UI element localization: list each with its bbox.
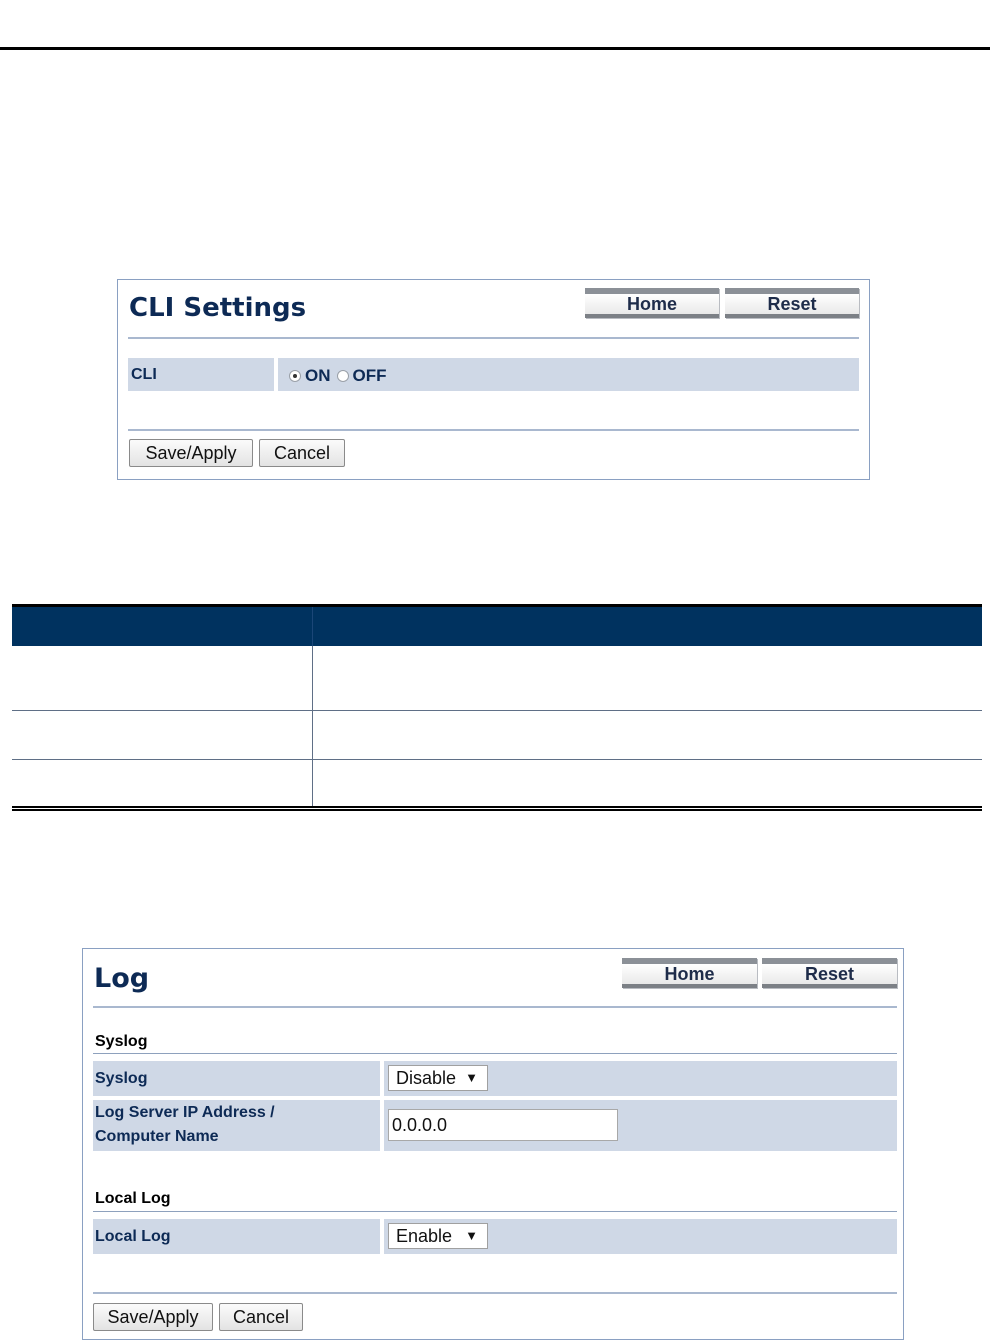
local-log-section-rule (93, 1211, 897, 1212)
log-reset-button[interactable]: Reset (762, 958, 897, 988)
chevron-down-icon: ▼ (465, 1228, 478, 1243)
log-title-divider (93, 1006, 897, 1008)
local-log-select[interactable] (388, 1223, 488, 1249)
table-row-divider-2 (12, 759, 982, 760)
cli-panel-title: CLI Settings (129, 293, 307, 323)
syslog-label: Syslog (95, 1070, 148, 1087)
log-server-input[interactable]: 0.0.0.0 (388, 1109, 618, 1141)
cli-title-divider (128, 337, 859, 339)
log-panel-title: Log (94, 963, 150, 994)
home-button[interactable]: Home (585, 288, 719, 318)
log-footer-divider (93, 1292, 897, 1294)
save-apply-button[interactable]: Save/Apply (129, 439, 253, 467)
log-server-label-line1: Log Server IP Address / (95, 1104, 275, 1121)
cli-off-radio[interactable] (337, 370, 349, 382)
chevron-down-icon: ▼ (465, 1070, 478, 1085)
table-row-divider-1 (12, 710, 982, 711)
cli-off-label: OFF (352, 366, 387, 385)
local-log-select-value: Enable (396, 1226, 453, 1246)
cli-on-label: ON (305, 366, 331, 385)
table-column-divider-header (312, 607, 313, 646)
description-table-header (12, 604, 982, 646)
description-table-bottom-rule (12, 806, 982, 811)
cli-radio-group (289, 366, 393, 386)
syslog-select-value: Disable (396, 1068, 457, 1088)
log-save-apply-button[interactable]: Save/Apply (93, 1303, 213, 1331)
local-log-label: Local Log (95, 1228, 171, 1245)
syslog-select[interactable] (388, 1065, 488, 1091)
cli-label: CLI (131, 366, 157, 383)
cli-on-radio[interactable] (289, 370, 301, 382)
cli-footer-divider (128, 429, 859, 431)
cli-settings-panel (117, 279, 870, 480)
log-server-label-line2: Computer Name (95, 1128, 219, 1145)
table-column-divider (312, 646, 313, 806)
local-log-section-heading: Local Log (95, 1190, 171, 1207)
reset-button[interactable]: Reset (725, 288, 859, 318)
cancel-button[interactable]: Cancel (259, 439, 345, 467)
log-panel (82, 948, 904, 1340)
log-cancel-button[interactable]: Cancel (219, 1303, 303, 1331)
log-home-button[interactable]: Home (622, 958, 757, 988)
page-top-rule (0, 47, 990, 50)
syslog-section-heading: Syslog (95, 1033, 148, 1050)
syslog-section-rule (93, 1053, 897, 1054)
